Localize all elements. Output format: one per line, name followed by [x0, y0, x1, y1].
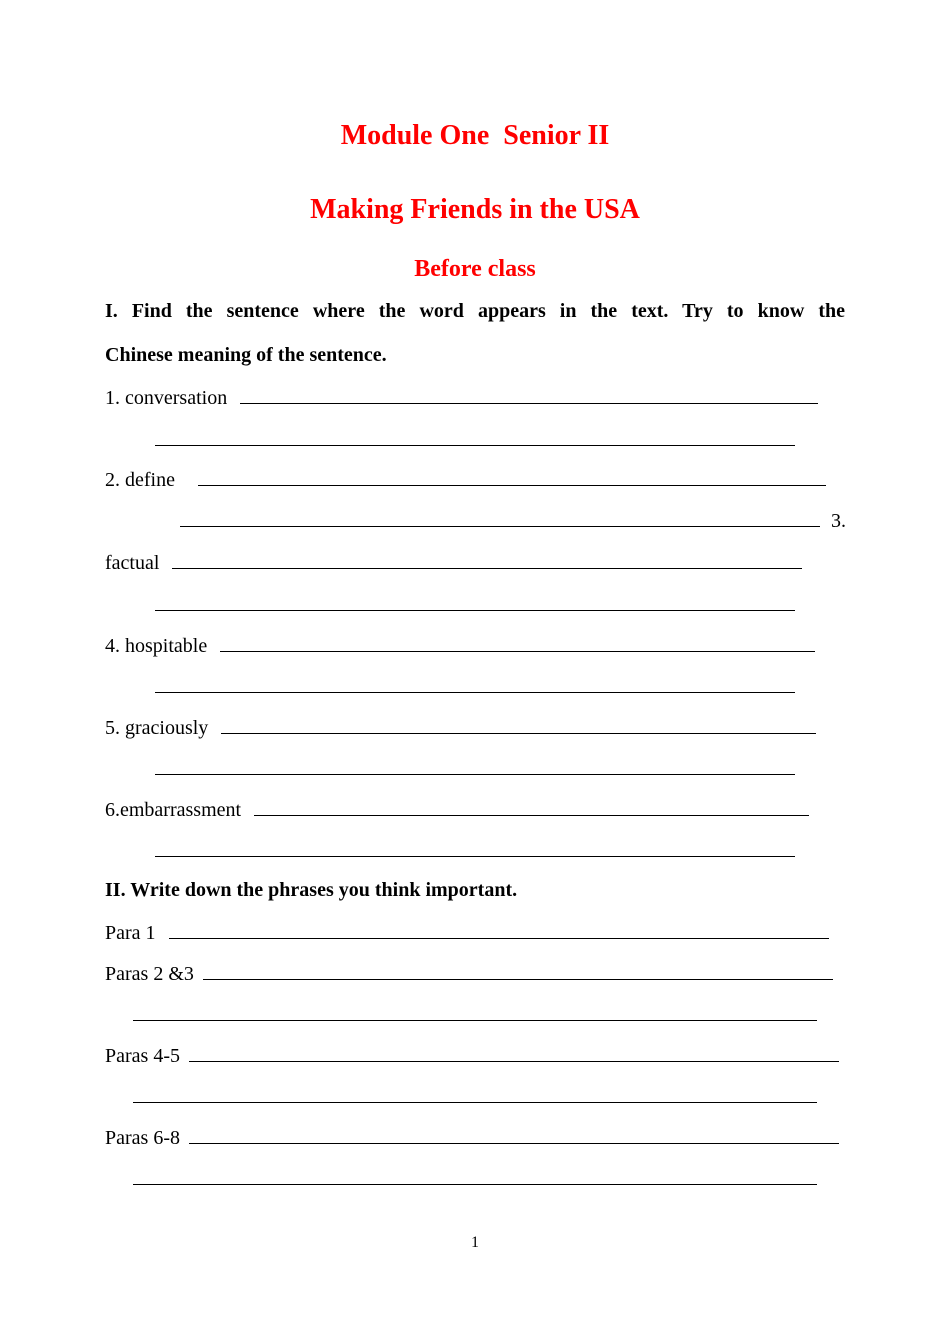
word-item-factual: [105, 550, 802, 575]
answer-blank[interactable]: [133, 1002, 817, 1021]
answer-blank[interactable]: [133, 1084, 817, 1103]
answer-blank[interactable]: [198, 467, 826, 486]
para-label: Paras 4-5: [105, 1045, 180, 1067]
word-item-define: [105, 467, 826, 492]
answer-blank[interactable]: [180, 508, 820, 527]
word-label: 1. conversation: [105, 387, 228, 409]
word-number: 3.: [831, 510, 846, 532]
answer-blank[interactable]: [189, 1043, 839, 1062]
word-label: factual: [105, 552, 160, 574]
answer-continuation-line: [155, 756, 795, 781]
answer-blank[interactable]: [155, 592, 795, 611]
answer-continuation-line: [133, 1084, 817, 1109]
answer-blank[interactable]: [155, 674, 795, 693]
answer-continuation-line: [180, 508, 846, 533]
page-number: 1: [471, 1234, 479, 1251]
para-label: Paras 2 &3: [105, 963, 194, 985]
para-item-4-5: [105, 1043, 839, 1068]
answer-blank[interactable]: [155, 427, 795, 446]
module-title: Module One Senior II: [340, 120, 610, 151]
answer-blank[interactable]: [240, 385, 818, 404]
answer-continuation-line: [155, 838, 795, 863]
answer-continuation-line: [155, 427, 795, 452]
word-item-conversation: [105, 385, 818, 410]
para-label: Para 1: [105, 922, 156, 944]
word-label: 5. graciously: [105, 717, 209, 739]
word-label: 2. define: [105, 469, 175, 491]
answer-continuation-line: [155, 592, 795, 617]
para-label: Paras 6-8: [105, 1127, 180, 1149]
answer-blank[interactable]: [172, 550, 802, 569]
instruction-1-line-2: Chinese meaning of the sentence.: [105, 344, 387, 366]
answer-blank[interactable]: [155, 756, 795, 775]
word-item-embarrassment: [105, 797, 809, 822]
answer-blank[interactable]: [155, 838, 795, 857]
word-item-hospitable: [105, 633, 815, 658]
para-item-2-3: [105, 961, 833, 986]
answer-blank[interactable]: [254, 797, 809, 816]
para-item-6-8: [105, 1125, 839, 1150]
answer-blank[interactable]: [220, 633, 815, 652]
answer-continuation-line: [133, 1002, 817, 1027]
instruction-1-line-1: I. Find the sentence where the word appears in the text. Try to know the: [105, 300, 845, 322]
answer-blank[interactable]: [203, 961, 833, 980]
word-label: 4. hospitable: [105, 635, 208, 657]
answer-continuation-line: [155, 674, 795, 699]
answer-blank[interactable]: [133, 1166, 817, 1185]
word-item-graciously: [105, 715, 816, 740]
answer-continuation-line: [133, 1166, 817, 1191]
word-label: 6.embarrassment: [105, 799, 242, 821]
para-item-1: [105, 920, 829, 945]
answer-blank[interactable]: [221, 715, 816, 734]
answer-blank[interactable]: [189, 1125, 839, 1144]
section-title: Before class: [414, 256, 536, 282]
lesson-title: Making Friends in the USA: [310, 194, 640, 225]
instruction-2: II. Write down the phrases you think important.: [105, 879, 518, 901]
answer-blank[interactable]: [169, 920, 829, 939]
